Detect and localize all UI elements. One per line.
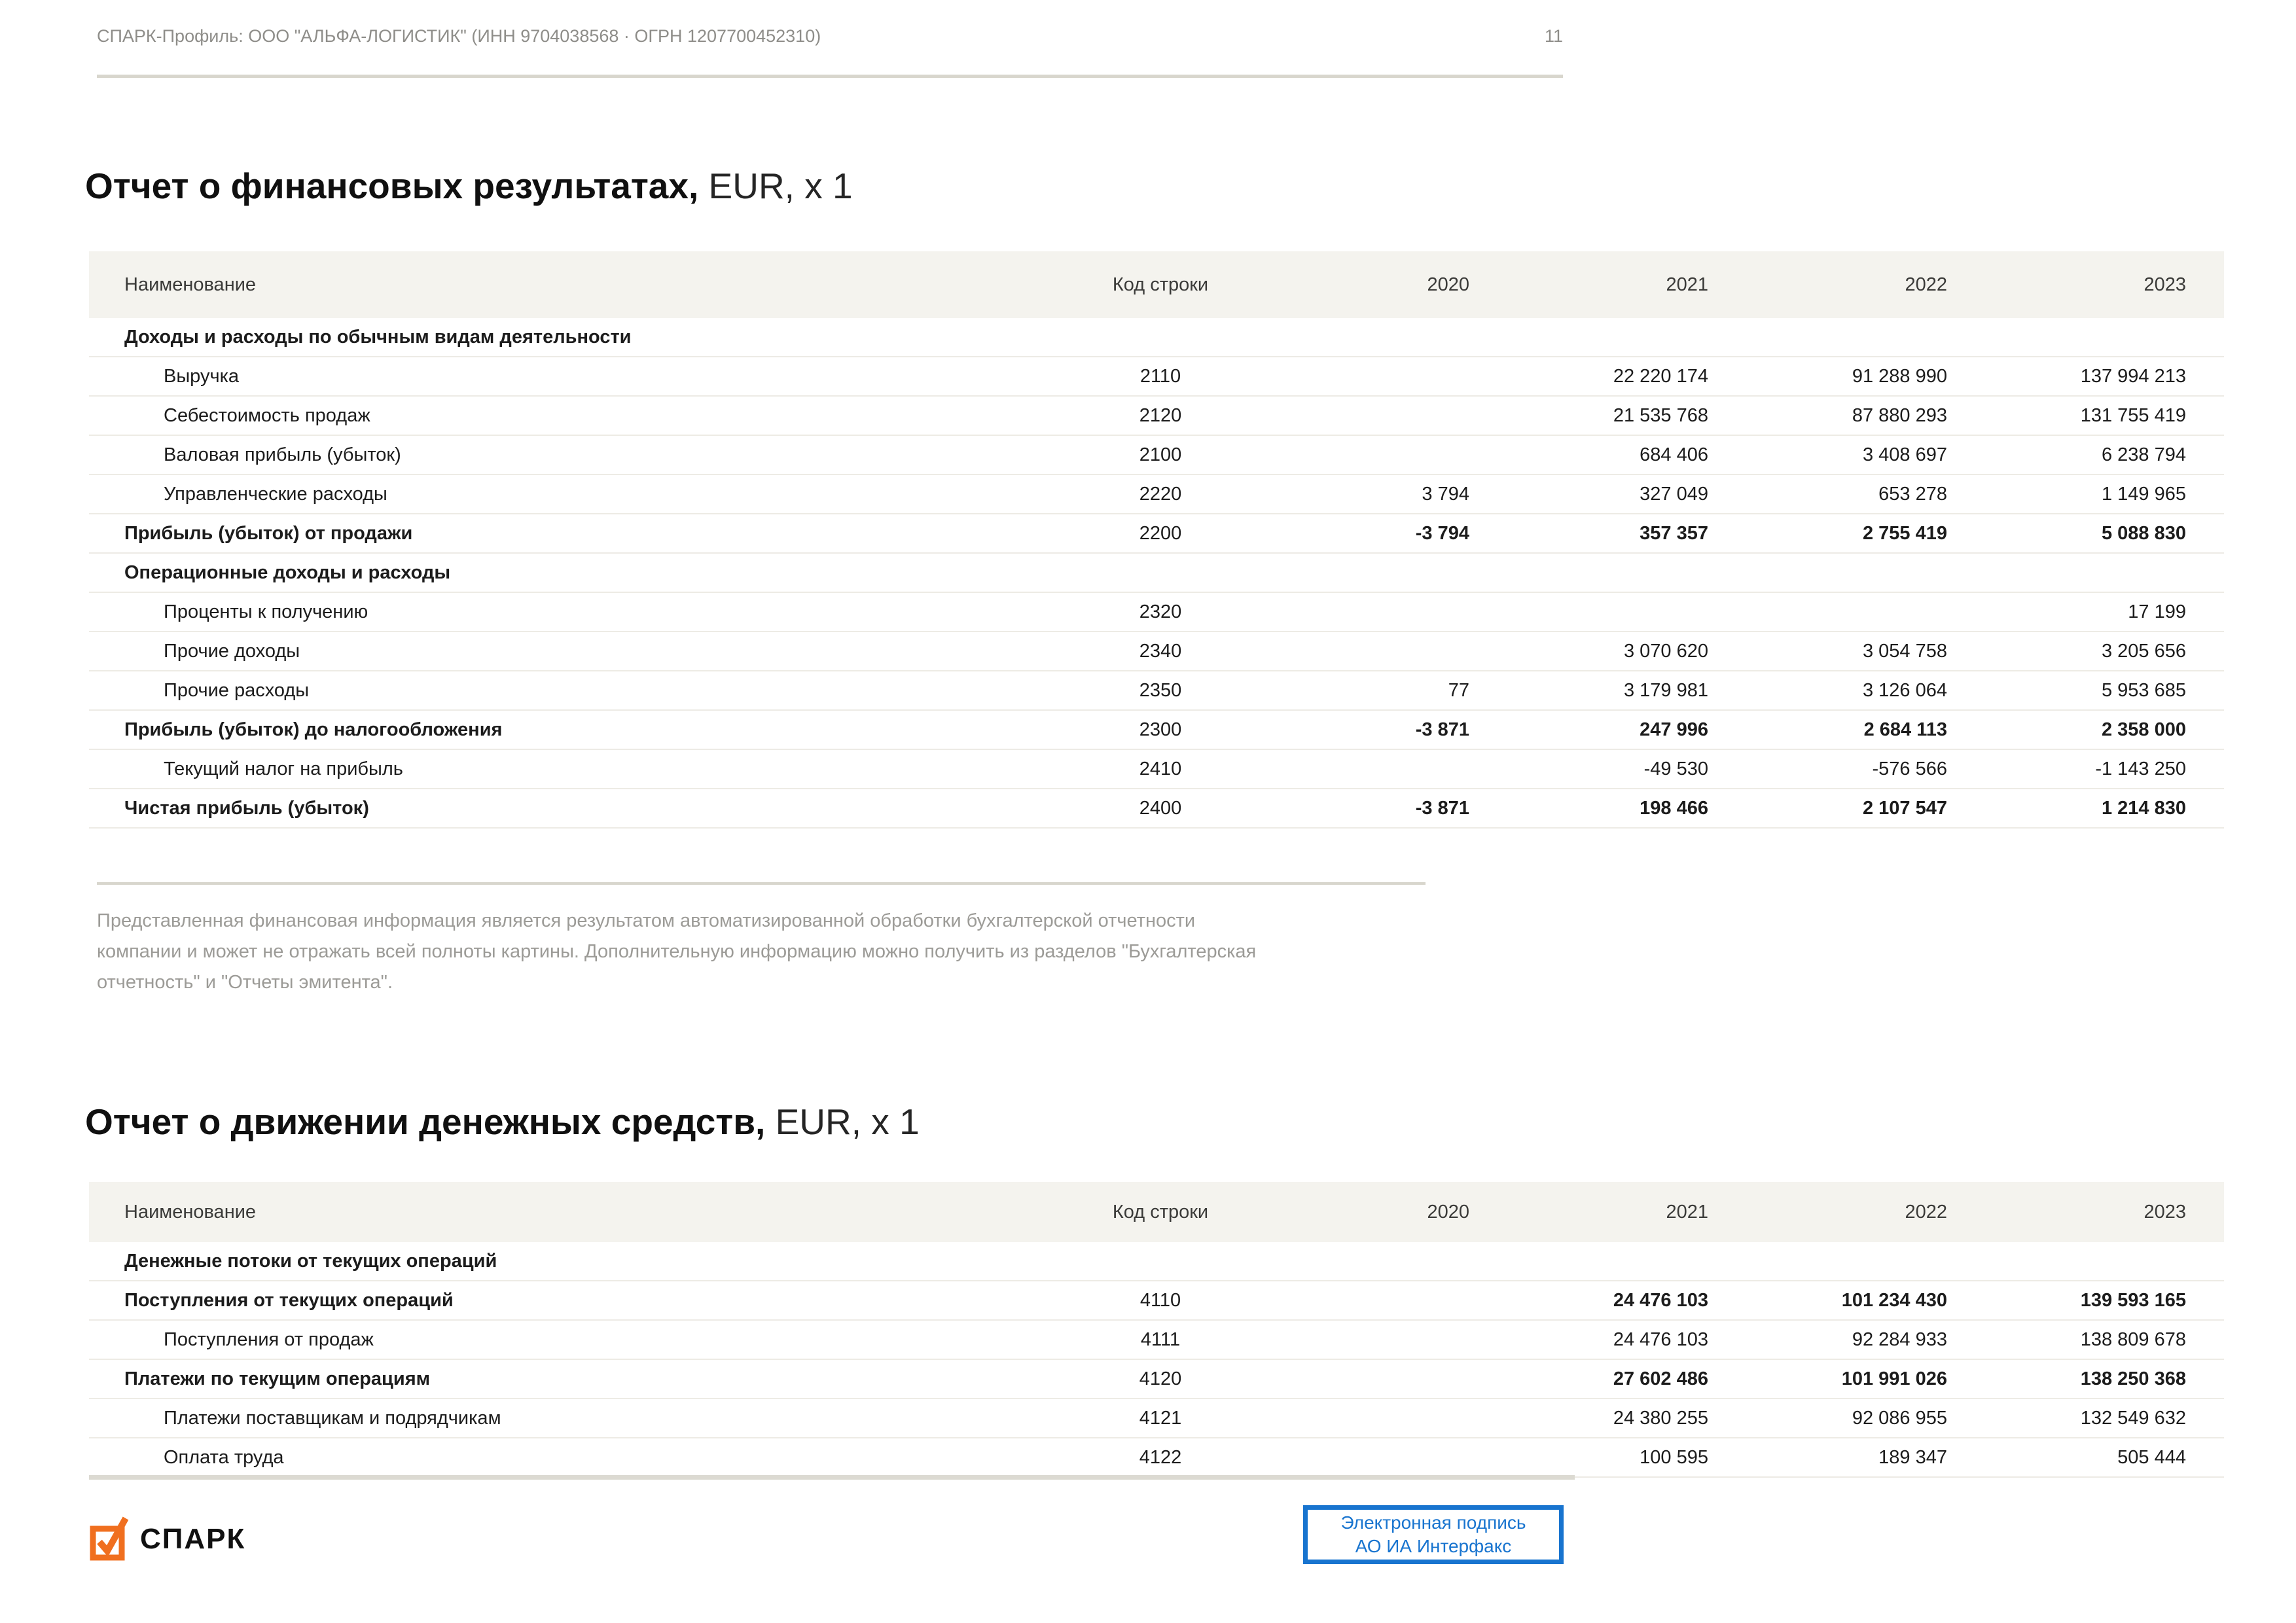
- spark-checkbox-icon: [89, 1516, 130, 1563]
- row-value: 24 476 103: [1613, 1289, 1708, 1311]
- row-value: 3 179 981: [1623, 679, 1708, 701]
- row-value: 1 214 830: [2101, 797, 2186, 819]
- table-row: [89, 1360, 2224, 1399]
- row-value: 27 602 486: [1613, 1368, 1708, 1389]
- table-row: [89, 1242, 2224, 1281]
- table-row: [89, 1438, 2224, 1478]
- signature-line-2: АО ИА Интерфакс: [1355, 1536, 1512, 1556]
- row-code: 4120: [1139, 1368, 1182, 1389]
- row-name: Чистая прибыль (убыток): [124, 797, 369, 819]
- row-value: -3 871: [1415, 797, 1469, 819]
- table-row: [89, 632, 2224, 671]
- column-header-2020: 2020: [1427, 274, 1469, 295]
- column-header-2023: 2023: [2144, 274, 2186, 295]
- row-name: Платежи по текущим операциям: [124, 1368, 431, 1389]
- column-header-2022: 2022: [1905, 274, 1947, 295]
- spark-logo: [89, 1516, 245, 1563]
- row-code: 2340: [1139, 640, 1182, 662]
- row-code: 2400: [1139, 797, 1182, 819]
- table-row: [89, 357, 2224, 397]
- row-value: -1 143 250: [2095, 758, 2186, 779]
- column-header-name: Наименование: [124, 274, 257, 295]
- header-divider: [97, 75, 1563, 78]
- row-value: 17 199: [2128, 601, 2186, 622]
- row-name: Прочие доходы: [164, 640, 300, 662]
- row-value: 505 444: [2117, 1446, 2186, 1468]
- row-value: 21 535 768: [1613, 404, 1708, 426]
- title-main: Отчет о движении денежных средств,: [85, 1101, 766, 1142]
- row-name: Поступления от продаж: [164, 1329, 374, 1350]
- row-value: 87 880 293: [1852, 404, 1947, 426]
- row-value: -3 871: [1415, 719, 1469, 740]
- row-name: Себестоимость продаж: [164, 404, 370, 426]
- row-value: -3 794: [1415, 522, 1469, 544]
- row-name: Прочие расходы: [164, 679, 310, 701]
- table-row: [89, 554, 2224, 593]
- table-row: [89, 671, 2224, 711]
- column-header-name: Наименование: [124, 1201, 257, 1222]
- column-header-2021: 2021: [1666, 1201, 1708, 1222]
- row-value: 101 234 430: [1841, 1289, 1947, 1311]
- column-header-2022: 2022: [1905, 1201, 1947, 1222]
- row-value: 6 238 794: [2101, 444, 2186, 465]
- row-value: 189 347: [1878, 1446, 1947, 1468]
- column-header-2020: 2020: [1427, 1201, 1469, 1222]
- row-name: Денежные потоки от текущих операций: [124, 1250, 497, 1272]
- row-value: 138 809 678: [2080, 1329, 2186, 1350]
- row-value: 131 755 419: [2080, 404, 2186, 426]
- row-value: 5 953 685: [2101, 679, 2186, 701]
- row-code: 2100: [1139, 444, 1182, 465]
- row-value: 247 996: [1640, 719, 1708, 740]
- row-value: 77: [1448, 679, 1469, 701]
- row-value: 5 088 830: [2101, 522, 2186, 544]
- row-value: 137 994 213: [2080, 365, 2186, 387]
- row-code: 4110: [1139, 1289, 1181, 1311]
- column-header-code: Код строки: [1112, 274, 1209, 295]
- row-value: 100 595: [1640, 1446, 1708, 1468]
- row-value: -576 566: [1872, 758, 1947, 779]
- disclaimer-divider: [97, 882, 1426, 885]
- title-units: EUR, x 1: [698, 166, 853, 206]
- row-value: 1 149 965: [2101, 483, 2186, 505]
- row-code: 2110: [1139, 365, 1181, 387]
- row-code: 4121: [1139, 1407, 1182, 1429]
- row-code: 2120: [1139, 404, 1182, 426]
- table-row: [89, 711, 2224, 750]
- page-number: 11: [1544, 26, 1563, 46]
- row-value: 3 054 758: [1862, 640, 1947, 662]
- column-header-code: Код строки: [1112, 1201, 1209, 1222]
- table-row: [89, 789, 2224, 829]
- table-row: [89, 1321, 2224, 1360]
- row-name: Валовая прибыль (убыток): [164, 444, 401, 465]
- cash-flow-table: [89, 1182, 2224, 1478]
- row-value: 3 126 064: [1862, 679, 1947, 701]
- column-header-2023: 2023: [2144, 1201, 2186, 1222]
- row-value: 2 107 547: [1862, 797, 1947, 819]
- row-code: 2410: [1139, 758, 1182, 779]
- table-row: [89, 436, 2224, 475]
- table-row: [89, 318, 2224, 357]
- row-value: 101 991 026: [1841, 1368, 1947, 1389]
- row-name: Прибыль (убыток) от продажи: [124, 522, 413, 544]
- column-header-2021: 2021: [1666, 274, 1708, 295]
- page-cut-divider: [89, 1475, 1575, 1480]
- disclaimer-text: Представленная финансовая информация является результатом автоматизированной обработки бухгалтерской отчетности компании и может не отражать всей полноты картины. Дополнительную информацию можно получить из разделов "Бухгалтерская отчетность" и "Отчеты эмитента".: [97, 910, 1257, 993]
- table-row: [89, 514, 2224, 554]
- row-code: 4111: [1140, 1329, 1181, 1350]
- row-value: 24 380 255: [1613, 1407, 1708, 1429]
- row-code: 2350: [1139, 679, 1182, 701]
- row-value: 684 406: [1640, 444, 1708, 465]
- row-code: 2200: [1139, 522, 1182, 544]
- table-row: [89, 750, 2224, 789]
- row-value: 2 358 000: [2101, 719, 2186, 740]
- row-code: 2320: [1139, 601, 1182, 622]
- row-name: Оплата труда: [164, 1446, 284, 1468]
- row-value: 92 086 955: [1852, 1407, 1947, 1429]
- title-units: EUR, x 1: [765, 1101, 920, 1142]
- table-row: [89, 475, 2224, 514]
- row-name: Управленческие расходы: [164, 483, 387, 505]
- section-title-cash-flow: [85, 1101, 920, 1143]
- table-header-row: [89, 1182, 2224, 1242]
- row-value: 327 049: [1640, 483, 1708, 505]
- section-title-income-statement: [85, 165, 853, 207]
- row-code: 4122: [1139, 1446, 1182, 1468]
- row-name: Прибыль (убыток) до налогообложения: [124, 719, 503, 740]
- row-value: 2 684 113: [1863, 719, 1947, 740]
- row-name: Доходы и расходы по обычным видам деятельности: [124, 326, 632, 348]
- spark-logo-text: СПАРК: [140, 1523, 246, 1555]
- row-value: 138 250 368: [2080, 1368, 2186, 1389]
- row-value: 139 593 165: [2080, 1289, 2186, 1311]
- page-header: [97, 26, 1563, 46]
- table-row: [89, 1281, 2224, 1321]
- row-value: 3 794: [1422, 483, 1469, 505]
- row-value: 357 357: [1640, 522, 1708, 544]
- report-header-title: СПАРК-Профиль: ООО "АЛЬФА-ЛОГИСТИК" (ИНН 9704038568 · ОГРН 1207700452310): [97, 26, 821, 46]
- table-row: [89, 593, 2224, 632]
- row-code: 2300: [1139, 719, 1182, 740]
- row-value: 653 278: [1878, 483, 1947, 505]
- row-value: 22 220 174: [1613, 365, 1708, 387]
- row-value: 92 284 933: [1852, 1329, 1947, 1350]
- signature-line-1: Электронная подпись: [1340, 1512, 1526, 1533]
- row-code: 2220: [1139, 483, 1182, 505]
- row-value: 132 549 632: [2080, 1407, 2186, 1429]
- row-value: 3 070 620: [1623, 640, 1708, 662]
- row-value: 91 288 990: [1852, 365, 1947, 387]
- row-name: Платежи поставщикам и подрядчикам: [164, 1407, 501, 1429]
- table-row: [89, 397, 2224, 436]
- row-value: -49 530: [1643, 758, 1708, 779]
- row-name: Проценты к получению: [164, 601, 368, 622]
- row-value: 3 408 697: [1862, 444, 1947, 465]
- row-value: 2 755 419: [1862, 522, 1947, 544]
- electronic-signature-stamp: [1303, 1505, 1564, 1564]
- income-statement-table: [89, 251, 2224, 829]
- row-value: 24 476 103: [1613, 1329, 1708, 1350]
- table-body: [89, 1242, 2224, 1478]
- row-value: 198 466: [1640, 797, 1708, 819]
- row-name: Поступления от текущих операций: [124, 1289, 454, 1311]
- table-header-row: [89, 251, 2224, 318]
- row-name: Операционные доходы и расходы: [124, 562, 451, 583]
- row-name: Выручка: [164, 365, 240, 387]
- row-name: Текущий налог на прибыль: [164, 758, 403, 779]
- table-body: [89, 318, 2224, 829]
- row-value: 3 205 656: [2101, 640, 2186, 662]
- table-row: [89, 1399, 2224, 1438]
- title-main: Отчет о финансовых результатах,: [85, 166, 699, 206]
